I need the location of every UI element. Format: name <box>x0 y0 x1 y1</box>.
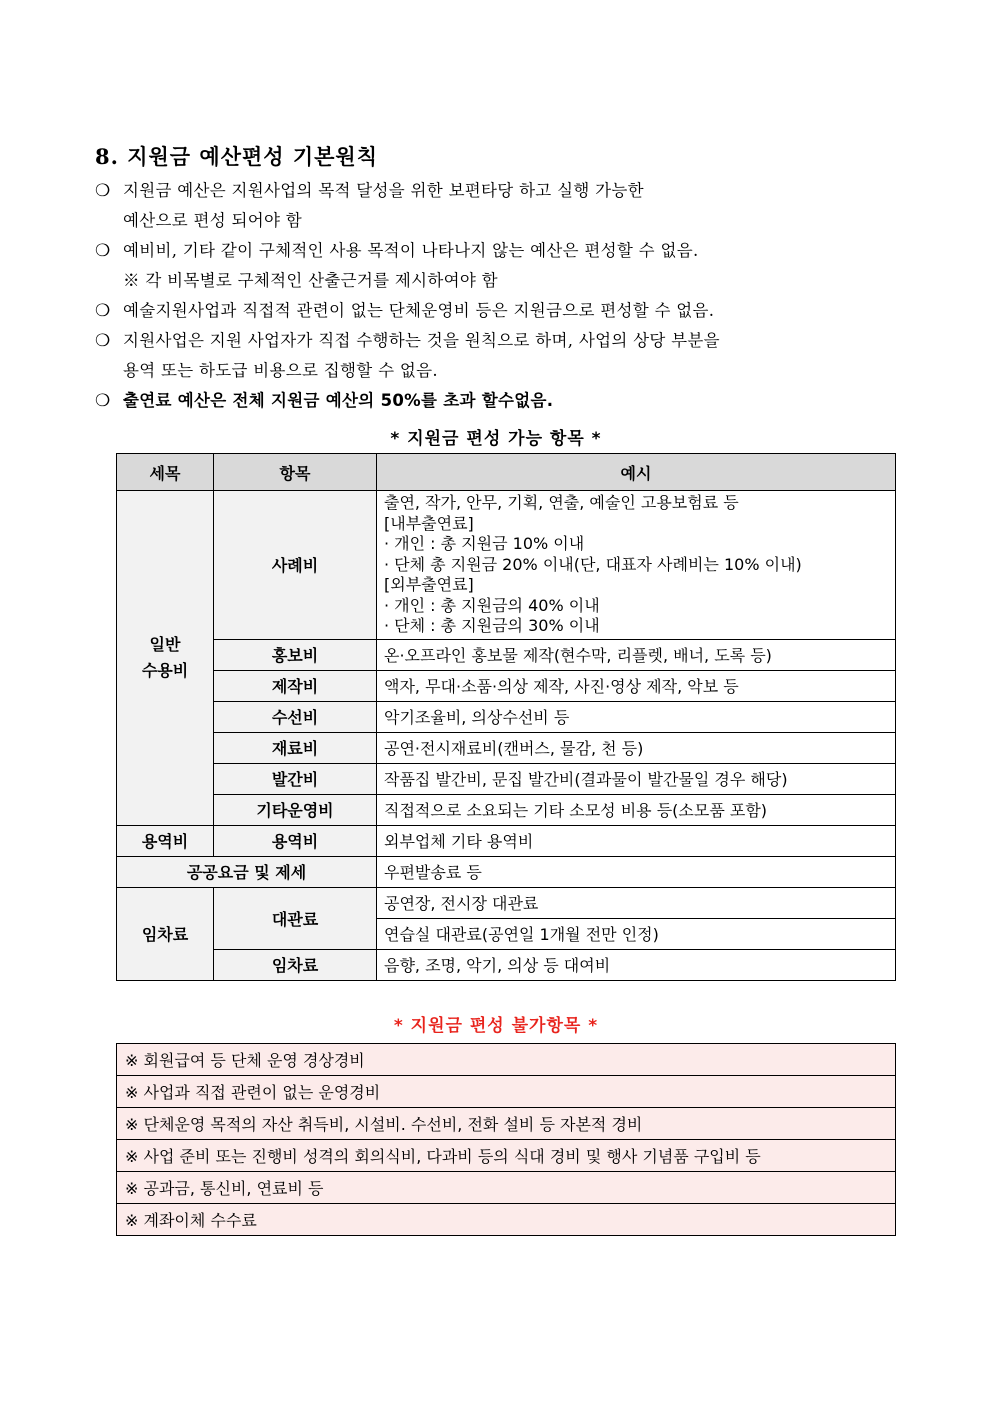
example-cell: 작품집 발간비, 문집 발간비(결과물이 발간물일 경우 해당) <box>377 763 896 794</box>
principle-item <box>95 236 895 296</box>
circle-bullet-icon: ❍ <box>95 331 111 351</box>
table-row <box>117 701 896 732</box>
item-cell: 수선비 <box>214 701 377 732</box>
example-line: [내부출연료] <box>384 513 474 533</box>
example-cell: 외부업체 기타 용역비 <box>377 825 896 856</box>
principle-item-emphasis <box>95 386 895 416</box>
example-line: · 단체 총 지원금 20% 이내(단, 대표자 사례비는 10% 이내) <box>384 554 802 574</box>
category-service: 용역비 <box>117 825 214 856</box>
example-cell: 액자, 무대·소품·의상 제작, 사진·영상 제작, 악보 등 <box>377 670 896 701</box>
table-row <box>117 825 896 856</box>
table-row <box>117 763 896 794</box>
example-line: [외부출연료] <box>384 575 474 594</box>
item-cell: 대관료 <box>214 887 377 949</box>
example-cell: 우편발송료 등 <box>377 856 896 887</box>
table-row <box>117 794 896 825</box>
table-row <box>117 491 896 640</box>
item-cell: 홍보비 <box>214 639 377 670</box>
principle-text: 지원사업은 지원 사업자가 직접 수행하는 것을 원칙으로 하며, 사업의 상당 부분을 <box>123 331 720 350</box>
disallowed-item: ※ 사업과 직접 관련이 없는 운영경비 <box>117 1076 896 1108</box>
circle-bullet-icon: ❍ <box>95 301 111 321</box>
allowed-items-table <box>116 453 896 981</box>
example-cell: 음향, 조명, 악기, 의상 등 대여비 <box>377 949 896 980</box>
principle-text: 출연료 예산은 전체 지원금 예산의 50%를 초과 할수없음. <box>123 391 554 410</box>
table-header-row <box>117 454 896 491</box>
disallowed-item: ※ 회원급여 등 단체 운영 경상경비 <box>117 1044 896 1076</box>
table-row <box>117 1076 896 1108</box>
item-cell: 임차료 <box>214 949 377 980</box>
table-row <box>117 639 896 670</box>
principle-text: 지원금 예산은 지원사업의 목적 달성을 위한 보편타당 하고 실행 가능한 <box>123 181 644 200</box>
table-row <box>117 1172 896 1204</box>
item-cell: 발간비 <box>214 763 377 794</box>
table-row <box>117 856 896 887</box>
principle-text: 용역 또는 하도급 비용으로 집행할 수 없음. <box>123 361 438 380</box>
example-cell: 온·오프라인 홍보물 제작(현수막, 리플렛, 배너, 도록 등) <box>377 639 896 670</box>
table-row <box>117 670 896 701</box>
table-row <box>117 732 896 763</box>
category-rent: 임차료 <box>117 887 214 980</box>
principle-item <box>95 296 895 326</box>
principle-item <box>95 326 895 386</box>
disallowed-table-caption: * 지원금 편성 불가항목 * <box>393 1016 599 1036</box>
example-line: · 개인 : 총 지원금의 40% 이내 <box>384 595 600 615</box>
example-line: · 개인 : 총 지원금 10% 이내 <box>384 534 585 553</box>
disallowed-items-table <box>116 1043 896 1236</box>
example-cell: 연습실 대관료(공연일 1개월 전만 인정) <box>377 918 896 949</box>
table-row <box>117 949 896 980</box>
item-cell: 기타운영비 <box>214 794 377 825</box>
disallowed-item: ※ 계좌이체 수수료 <box>117 1204 896 1236</box>
principle-item <box>95 176 895 236</box>
category-public: 공공요금 및 제세 <box>117 856 377 887</box>
example-cell <box>377 491 896 640</box>
example-cell: 직접적으로 소요되는 기타 소모성 비용 등(소모품 포함) <box>377 794 896 825</box>
table-row <box>117 1108 896 1140</box>
example-line: · 단체 : 총 지원금의 30% 이내 <box>384 616 600 635</box>
item-cell: 재료비 <box>214 732 377 763</box>
disallowed-item: ※ 단체운영 목적의 자산 취득비, 시설비. 수선비, 전화 설비 등 자본적 경비 <box>117 1108 896 1140</box>
disallowed-item: ※ 공과금, 통신비, 연료비 등 <box>117 1172 896 1204</box>
item-cell: 제작비 <box>214 670 377 701</box>
item-cell: 용역비 <box>214 825 377 856</box>
principle-text: 예산으로 편성 되어야 함 <box>123 211 303 230</box>
header-example: 예시 <box>377 454 896 491</box>
header-category: 세목 <box>117 454 214 491</box>
allowed-table-caption: * 지원금 편성 가능 항목 * <box>390 429 602 449</box>
circle-bullet-icon: ❍ <box>95 241 111 261</box>
principle-text: 예비비, 기타 같이 구체적인 사용 목적이 나타나지 않는 예산은 편성할 수 없음. <box>123 241 699 260</box>
table-row <box>117 1140 896 1172</box>
category-general: 일반 수용비 <box>117 491 214 826</box>
example-cell: 악기조율비, 의상수선비 등 <box>377 701 896 732</box>
table-row <box>117 1204 896 1236</box>
item-cell: 사례비 <box>214 491 377 640</box>
header-item: 항목 <box>214 454 377 491</box>
circle-bullet-icon: ❍ <box>95 181 111 201</box>
section-title: 8. 지원금 예산편성 기본원칙 <box>95 144 379 169</box>
example-cell: 공연·전시재료비(캔버스, 물감, 천 등) <box>377 732 896 763</box>
table-row <box>117 1044 896 1076</box>
example-cell: 공연장, 전시장 대관료 <box>377 887 896 918</box>
principle-note: ※ 각 비목별로 구체적인 산출근거를 제시하여야 함 <box>123 271 498 290</box>
example-line: 출연, 작가, 안무, 기획, 연출, 예술인 고용보험료 등 <box>384 493 739 512</box>
principle-text: 예술지원사업과 직접적 관련이 없는 단체운영비 등은 지원금으로 편성할 수 없음. <box>123 301 715 320</box>
table-row <box>117 887 896 918</box>
circle-bullet-icon: ❍ <box>95 391 111 411</box>
principles-list <box>95 176 895 416</box>
disallowed-item: ※ 사업 준비 또는 진행비 성격의 회의식비, 다과비 등의 식대 경비 및 행사 기념품 구입비 등 <box>117 1140 896 1172</box>
